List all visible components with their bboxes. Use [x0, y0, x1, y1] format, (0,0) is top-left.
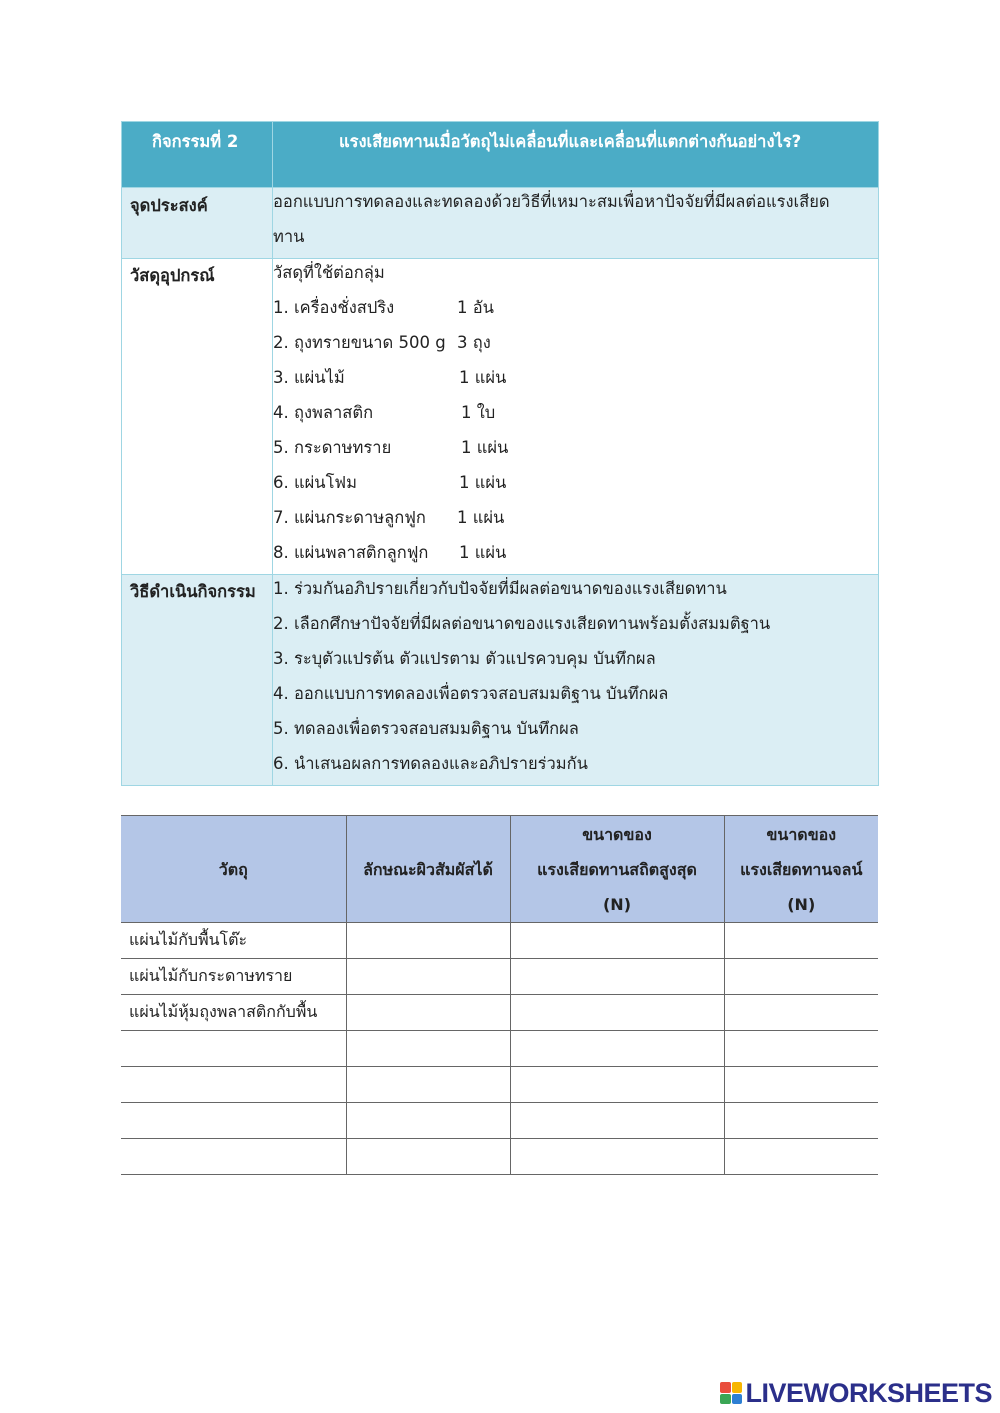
procedure-step: 2. เลือกศึกษาปัจจัยที่มีผลต่อขนาดของแรงเสียดทานพร้อมตั้งสมมติฐาน [273, 614, 771, 633]
results-header-row [121, 816, 878, 923]
kinetic-friction-input[interactable] [724, 1067, 878, 1103]
material-name: 8. แผ่นพลาสติกลูกฟูก [273, 543, 429, 562]
materials-row [122, 259, 879, 575]
material-name: 2. ถุงทรายขนาด 500 g [273, 333, 446, 352]
static-friction-input[interactable] [510, 1067, 724, 1103]
material-item [273, 364, 878, 399]
object-input[interactable] [121, 1031, 346, 1067]
purpose-label: จุดประสงค์ [122, 188, 273, 259]
static-friction-input[interactable] [510, 1139, 724, 1175]
procedure-step: 4. ออกแบบการทดลองเพื่อตรวจสอบสมมติฐาน บันทึกผล [273, 684, 669, 703]
static-friction-input[interactable] [510, 1031, 724, 1067]
activity-header-row [122, 122, 879, 188]
material-qty: 1 แผ่น [461, 438, 509, 457]
logo-square [732, 1382, 743, 1393]
material-item [273, 294, 878, 329]
procedure-list [273, 575, 879, 786]
material-name: 3. แผ่นไม้ [273, 368, 345, 387]
results-table [121, 815, 878, 1175]
purpose-line: ออกแบบการทดลองและทดลองด้วยวิธีที่เหมาะสมเพื่อหาปัจจัยที่มีผลต่อแรงเสียด [273, 192, 830, 211]
materials-list [273, 259, 879, 575]
material-name: 7. แผ่นกระดาษลูกฟูก [273, 508, 426, 527]
kinetic-friction-input[interactable] [724, 923, 878, 959]
material-item [273, 469, 878, 504]
surface-input[interactable] [346, 995, 510, 1031]
surface-input[interactable] [346, 1031, 510, 1067]
liveworksheets-logo [720, 1378, 992, 1408]
material-qty: 1 แผ่น [459, 368, 507, 387]
material-name: 4. ถุงพลาสติก [273, 403, 374, 422]
header-static-friction [510, 816, 724, 923]
logo-square [720, 1394, 731, 1405]
procedure-step: 5. ทดลองเพื่อตรวจสอบสมมติฐาน บันทึกผล [273, 719, 579, 738]
header-surface: ลักษณะผิวสัมผัสได้ [346, 816, 510, 923]
materials-intro: วัสดุที่ใช้ต่อกลุ่ม [273, 263, 385, 282]
procedure-label: วิธีดำเนินกิจกรรม [122, 575, 273, 786]
logo-square [732, 1394, 743, 1405]
object-input[interactable] [121, 1067, 346, 1103]
header-static-line: แรงเสียดทานสถิตสูงสุด [537, 859, 697, 879]
table-row [121, 995, 878, 1031]
activity-number: กิจกรรมที่ 2 [122, 122, 273, 188]
purpose-line: ทาน [273, 227, 305, 246]
static-friction-input[interactable] [510, 923, 724, 959]
surface-input[interactable] [346, 1103, 510, 1139]
purpose-row [122, 188, 879, 259]
surface-input[interactable] [346, 959, 510, 995]
kinetic-friction-input[interactable] [724, 995, 878, 1031]
material-name: 5. กระดาษทราย [273, 438, 392, 457]
material-qty: 1 แผ่น [459, 473, 507, 492]
material-item [273, 329, 878, 364]
header-kinetic-friction [724, 816, 878, 923]
procedure-step: 6. นำเสนอผลการทดลองและอภิปรายร่วมกัน [273, 754, 588, 773]
header-object: วัตถุ [121, 816, 346, 923]
object-cell: แผ่นไม้กับพื้นโต๊ะ [121, 923, 346, 959]
kinetic-friction-input[interactable] [724, 959, 878, 995]
object-cell: แผ่นไม้หุ้มถุงพลาสติกกับพื้น [121, 995, 346, 1031]
object-cell: แผ่นไม้กับกระดาษทราย [121, 959, 346, 995]
material-qty: 1 แผ่น [457, 508, 505, 527]
material-qty: 1 อัน [457, 298, 494, 317]
object-input[interactable] [121, 1139, 346, 1175]
surface-input[interactable] [346, 1139, 510, 1175]
header-kinetic-line: แรงเสียดทานจลน์ [740, 859, 863, 879]
material-qty: 1 ใบ [461, 403, 496, 422]
material-item [273, 434, 878, 469]
surface-input[interactable] [346, 1067, 510, 1103]
surface-input[interactable] [346, 923, 510, 959]
kinetic-friction-input[interactable] [724, 1103, 878, 1139]
table-row [121, 1067, 878, 1103]
table-row [121, 1139, 878, 1175]
header-static-unit: (N) [602, 894, 631, 914]
header-kinetic-unit: (N) [787, 894, 816, 914]
table-row [121, 1031, 878, 1067]
logo-text: LIVEWORKSHEETS [745, 1377, 992, 1408]
material-qty: 3 ถุง [457, 333, 491, 352]
kinetic-friction-input[interactable] [724, 1031, 878, 1067]
material-name: 6. แผ่นโฟม [273, 473, 357, 492]
logo-square [720, 1382, 731, 1393]
table-row [121, 959, 878, 995]
static-friction-input[interactable] [510, 959, 724, 995]
kinetic-friction-input[interactable] [724, 1139, 878, 1175]
material-item [273, 539, 878, 574]
activity-table [121, 121, 879, 786]
object-input[interactable] [121, 1103, 346, 1139]
table-row [121, 923, 878, 959]
material-qty: 1 แผ่น [459, 543, 507, 562]
activity-title: แรงเสียดทานเมื่อวัตถุไม่เคลื่อนที่และเคลื่อนที่แตกต่างกันอย่างไร? [273, 122, 879, 188]
header-kinetic-line: ขนาดของ [766, 824, 837, 844]
material-name: 1. เครื่องชั่งสปริง [273, 298, 395, 317]
logo-badge-icon [720, 1382, 742, 1404]
procedure-step: 3. ระบุตัวแปรต้น ตัวแปรตาม ตัวแปรควบคุม บันทึกผล [273, 649, 656, 668]
material-item [273, 504, 878, 539]
procedure-step: 1. ร่วมกันอภิปรายเกี่ยวกับปัจจัยที่มีผลต่อขนาดของแรงเสียดทาน [273, 579, 727, 598]
purpose-text [273, 188, 879, 259]
static-friction-input[interactable] [510, 995, 724, 1031]
procedure-row [122, 575, 879, 786]
table-row [121, 1103, 878, 1139]
materials-label: วัสดุอุปกรณ์ [122, 259, 273, 575]
static-friction-input[interactable] [510, 1103, 724, 1139]
material-item [273, 399, 878, 434]
header-static-line: ขนาดของ [582, 824, 652, 844]
